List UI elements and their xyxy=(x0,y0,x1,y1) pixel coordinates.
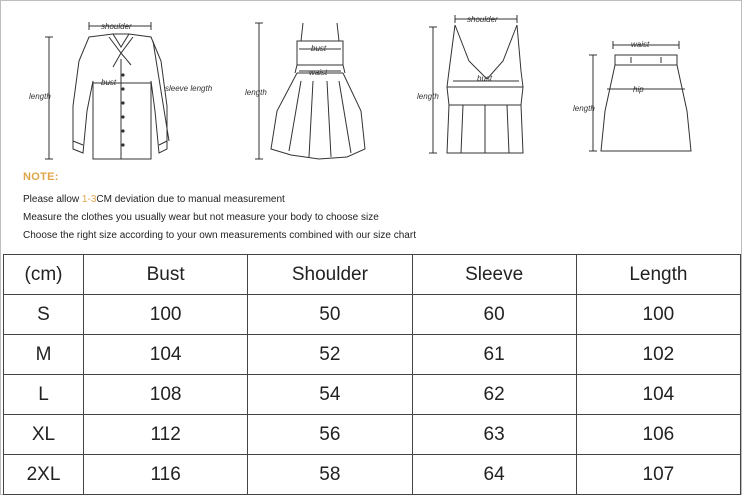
skirt-waist-label: waist xyxy=(631,40,650,49)
bust-cell: 100 xyxy=(84,295,248,335)
sleeve-cell: 60 xyxy=(412,295,576,335)
size-cell: XL xyxy=(4,415,84,455)
note-line-deviation-suffix: CM deviation due to manual measurement xyxy=(96,194,285,205)
size-cell: 2XL xyxy=(4,455,84,495)
length-cell: 107 xyxy=(576,455,740,495)
shoulder-cell: 56 xyxy=(248,415,412,455)
skirt-length-label: length xyxy=(573,104,595,113)
header-unit: (cm) xyxy=(4,255,84,295)
length-cell: 104 xyxy=(576,375,740,415)
header-length: Length xyxy=(576,255,740,295)
table-row xyxy=(4,455,741,495)
shirt-bust-label: bust xyxy=(101,78,117,87)
header-shoulder: Shoulder xyxy=(248,255,412,295)
bust-cell: 116 xyxy=(84,455,248,495)
size-table xyxy=(3,254,741,495)
dress-waist-label: waist xyxy=(309,68,328,77)
length-cell: 106 xyxy=(576,415,740,455)
shoulder-cell: 58 xyxy=(248,455,412,495)
note-line-measure: Measure the clothes you usually wear but not measure your body to choose size xyxy=(23,212,379,223)
bust-cell: 112 xyxy=(84,415,248,455)
bust-cell: 108 xyxy=(84,375,248,415)
shoulder-cell: 52 xyxy=(248,335,412,375)
table-row xyxy=(4,335,741,375)
sleeve-cell: 62 xyxy=(412,375,576,415)
sleeve-cell: 63 xyxy=(412,415,576,455)
table-row xyxy=(4,415,741,455)
note-line-deviation-prefix: Please allow xyxy=(23,194,82,205)
dress-bust-label: bust xyxy=(311,44,327,53)
dress-length-label: length xyxy=(245,88,267,97)
length-cell: 100 xyxy=(576,295,740,335)
header-bust: Bust xyxy=(84,255,248,295)
size-cell: S xyxy=(4,295,84,335)
size-cell: L xyxy=(4,375,84,415)
skirt-illustration xyxy=(601,55,691,151)
skirt-hip-label: hip xyxy=(633,85,644,94)
header-sleeve: Sleeve xyxy=(412,255,576,295)
top-shoulder-label: shoulder xyxy=(467,15,498,24)
shirt-sleeve-label: sleeve length xyxy=(165,84,213,93)
table-row xyxy=(4,295,741,335)
table-header-row xyxy=(4,255,741,295)
shirt-shoulder-label: shoulder xyxy=(101,22,132,31)
notes-section xyxy=(23,171,723,247)
shirt-length-label: length xyxy=(29,92,51,101)
note-deviation-range: 1-3 xyxy=(81,194,97,205)
sleeve-cell: 61 xyxy=(412,335,576,375)
length-cell: 102 xyxy=(576,335,740,375)
shirt-illustration xyxy=(73,34,167,159)
table-row xyxy=(4,375,741,415)
top-illustration xyxy=(447,25,523,153)
top-bust-label: bust xyxy=(477,74,493,83)
bust-cell: 104 xyxy=(84,335,248,375)
top-length-label: length xyxy=(417,92,439,101)
note-line-deviation xyxy=(23,193,723,206)
size-cell: M xyxy=(4,335,84,375)
note-title: NOTE: xyxy=(23,171,59,183)
garment-illustrations xyxy=(1,1,743,169)
note-line-choose: Choose the right size according to your own measurements combined with our size chart xyxy=(23,230,416,241)
sleeve-cell: 64 xyxy=(412,455,576,495)
shoulder-cell: 50 xyxy=(248,295,412,335)
shoulder-cell: 54 xyxy=(248,375,412,415)
